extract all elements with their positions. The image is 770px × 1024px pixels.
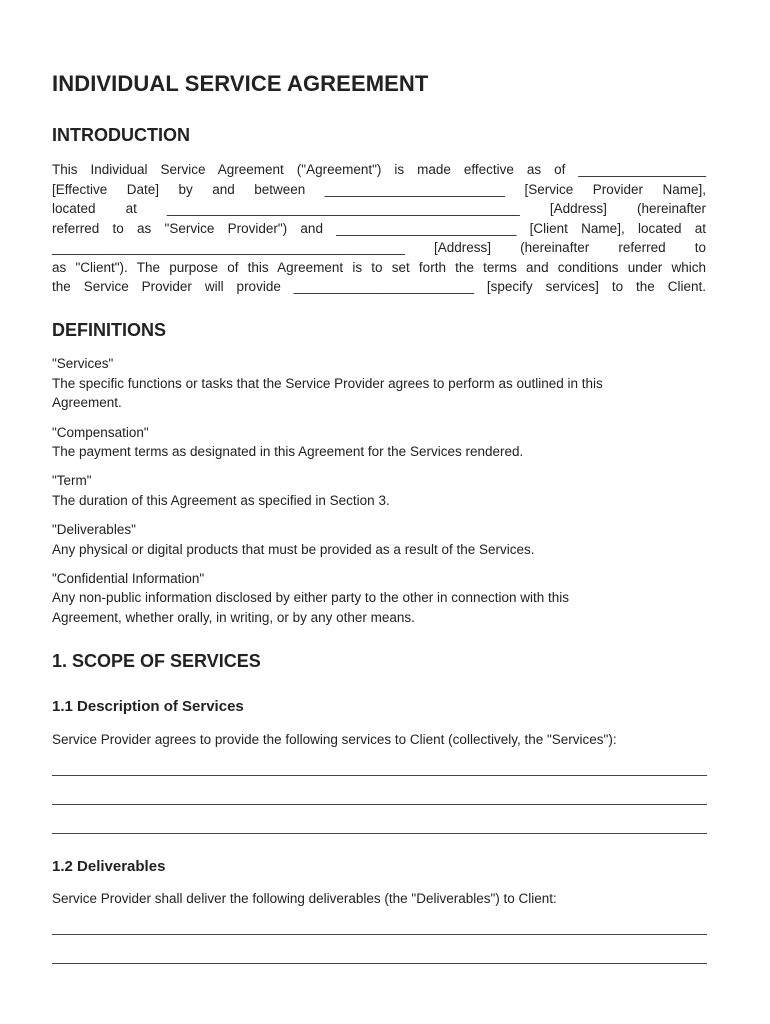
- definition-text: The payment terms as designated in this Agreement for the Services rendered.: [52, 444, 524, 459]
- fill-in-blank-line[interactable]: [52, 804, 707, 805]
- definition-term: "Deliverables": [52, 522, 136, 537]
- introduction-line: as "Client"). The purpose of this Agreement is to set forth the terms and conditions under which: [52, 260, 706, 275]
- introduction-line: the Service Provider will provide ________________________ [specify services] to the Client.: [52, 279, 706, 294]
- definition-text: Any non-public information disclosed by either party to the other in connection with this: [52, 590, 570, 605]
- scope-heading: 1. SCOPE OF SERVICES: [52, 651, 261, 671]
- fill-in-blank-line[interactable]: [52, 833, 707, 834]
- definition-term: "Services": [52, 356, 114, 371]
- fill-in-blank-line[interactable]: [52, 934, 707, 935]
- fill-in-blank-line[interactable]: [52, 775, 707, 776]
- definition-text: Agreement.: [52, 395, 122, 410]
- definition-term: "Confidential Information": [52, 571, 205, 586]
- introduction-line: referred to as "Service Provider") and ________________________ [Client Name], located at: [52, 221, 706, 236]
- definition-text: Any physical or digital products that must be provided as a result of the Services.: [52, 542, 535, 557]
- introduction-heading: INTRODUCTION: [52, 125, 190, 145]
- introduction-line: [Effective Date] by and between ________________________ [Service Provider Name],: [52, 182, 706, 197]
- definition-text: Agreement, whether orally, in writing, or by any other means.: [52, 610, 415, 625]
- deliverables-heading: 1.2 Deliverables: [52, 858, 166, 875]
- deliverables-text: Service Provider shall deliver the following deliverables (the "Deliverables") to Client:: [52, 891, 557, 906]
- definitions-heading: DEFINITIONS: [52, 320, 167, 340]
- fill-in-blank-line[interactable]: [52, 963, 707, 964]
- definition-term: "Term": [52, 473, 92, 488]
- introduction-line: This Individual Service Agreement ("Agreement") is made effective as of _________________: [52, 162, 706, 177]
- introduction-line: located at _______________________________________________ [Address] (hereinafter: [52, 201, 706, 216]
- definition-term: "Compensation": [52, 425, 149, 440]
- introduction-line: _______________________________________________ [Address] (hereinafter referred to: [52, 240, 706, 255]
- definition-text: The duration of this Agreement as specified in Section 3.: [52, 493, 390, 508]
- document-title: INDIVIDUAL SERVICE AGREEMENT: [52, 71, 429, 96]
- definition-text: The specific functions or tasks that the Service Provider agrees to perform as outlined in this: [52, 376, 603, 391]
- description-text: Service Provider agrees to provide the following services to Client (collectively, the "Services"):: [52, 732, 617, 747]
- description-heading: 1.1 Description of Services: [52, 698, 244, 715]
